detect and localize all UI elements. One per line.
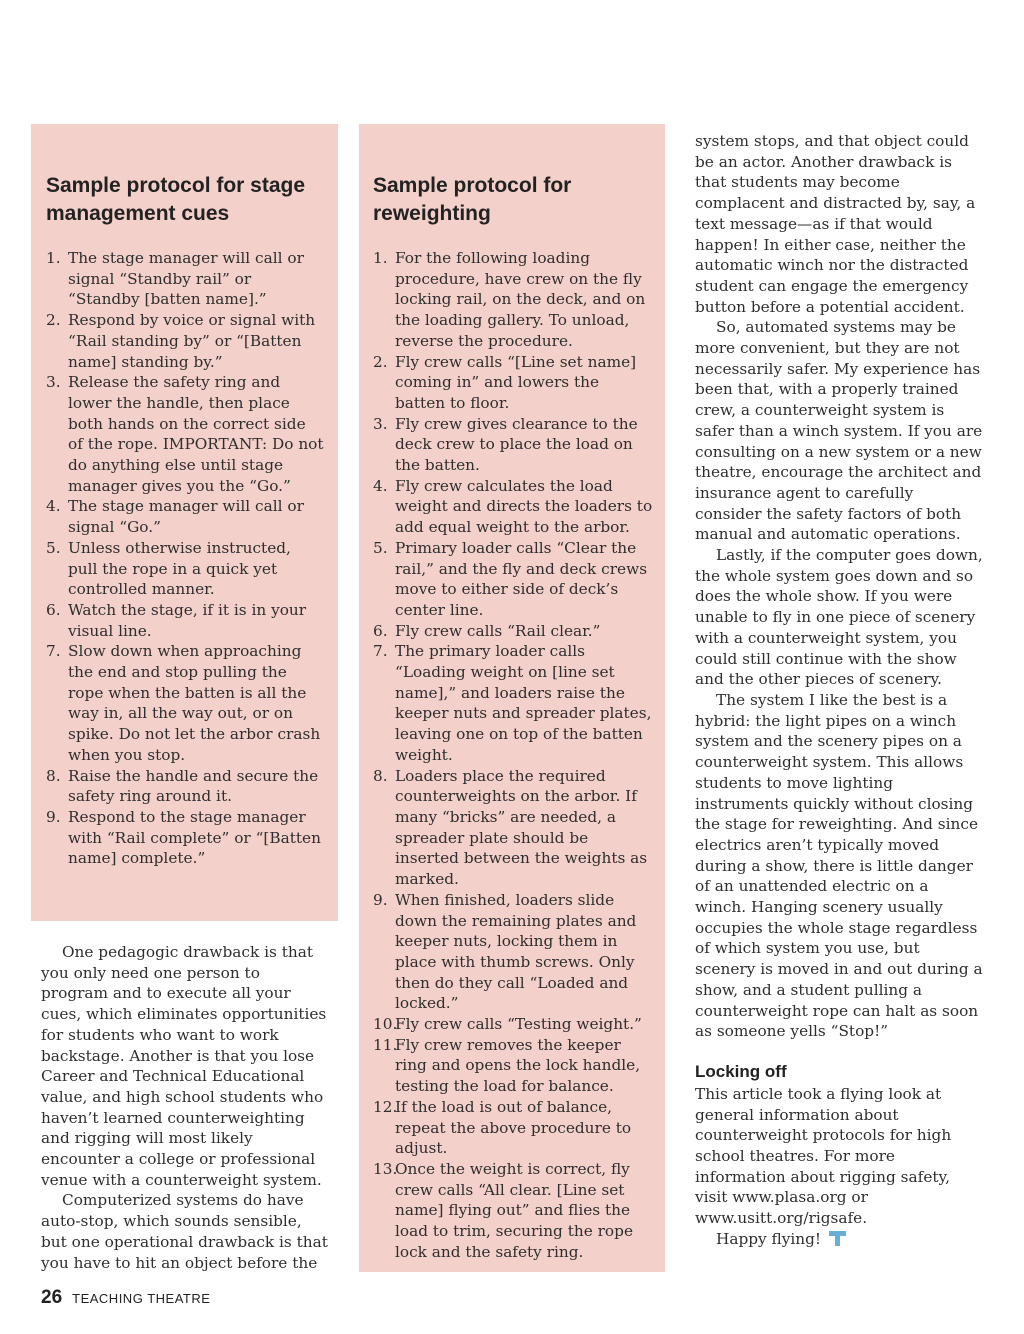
list-item: 1. The stage manager will call or signal “Standby rail” or “Standby [batten name].” bbox=[46, 249, 304, 309]
paragraph: This article took a flying look at general information about counterweight protocols for high school theatres. For more information about rigging safety, visit www.plasa.org or www.usitt.org/rigsafe. bbox=[695, 1084, 952, 1228]
list-item: 7. Slow down when approaching the end and stop pulling the rope when the batten is all the way in, all the way out, or on spike. Do not let the arbor crash when you stop. bbox=[46, 642, 321, 764]
paragraph: One pedagogic drawback is that you only need one person to program and to execute all your cues, which eliminates opportunities for students who want to work backstage. Another is that you lose Career and Technical Educational value, and high school students who haven’t learned counterweighting and rigging will most likely encounter a college or professional venue with a counterweight system. bbox=[41, 943, 327, 1189]
paragraph: So, automated systems may be more convenient, but they are not necessarily safer. My experience has been that, with a properly trained crew, a counterweight system is safer than a winch system. If you are consulting on a new system or a new theatre, encourage the architect and insurance agent to carefully consider the safety factors of both manual and automatic operations. bbox=[695, 318, 983, 544]
closing-paragraph: Happy flying! bbox=[695, 1229, 983, 1250]
list-item: 3. Release the safety ring and lower the handle, then place both hands on the correct side of the rope. IMPORTANT: Do not do anything else until stage manager gives you the “Go.” bbox=[46, 373, 324, 495]
page-number: 26 bbox=[41, 1287, 63, 1308]
list-item: 13. Once the weight is correct, fly crew calls “All clear. [Line set name] flying out” and flies the load to trim, securing the rope lock and the safety ring. bbox=[373, 1159, 633, 1261]
list-item: 9. Respond to the stage manager with “Rail complete” or “[Batten name] complete.” bbox=[46, 807, 321, 868]
list-item: 2. Fly crew calls “[Line set name] coming in” and lowers the batten to floor. bbox=[373, 352, 637, 412]
article-column-right bbox=[695, 131, 983, 1250]
paragraph: Lastly, if the computer goes down, the whole system goes down and so does the whole show. If you were unable to fly in one piece of scenery with a counterweight system, you could still continue with the show and the other pieces of scenery. bbox=[695, 546, 983, 689]
teaching-theatre-logo-icon bbox=[829, 1231, 846, 1246]
protocol-list bbox=[46, 248, 324, 869]
list-item: 4. Fly crew calculates the load weight and directs the loaders to add equal weight to the arbor. bbox=[373, 476, 653, 537]
list-item: 5. Primary loader calls “Clear the rail,” and the fly and deck crews move to either side of deck’s center line. bbox=[373, 538, 648, 619]
page-footer bbox=[41, 1287, 210, 1309]
paragraph: system stops, and that object could be an actor. Another drawback is that students may become complacent and distracted by, say, a text message—as if that would happen! In either case, neither the automatic winch nor the distracted student can engage the emergency button before a potential accident. bbox=[695, 132, 976, 316]
list-item: 6. Watch the stage, if it is in your visual line. bbox=[46, 600, 307, 640]
list-item: 5. Unless otherwise instructed, pull the rope in a quick yet controlled manner. bbox=[46, 538, 291, 599]
list-item: 3. Fly crew gives clearance to the deck crew to place the load on the batten. bbox=[373, 414, 638, 475]
list-item: 8. Loaders place the required counterweights on the arbor. If many “bricks” are needed, a spreader plate should be inserted between the weights as marked. bbox=[373, 766, 648, 889]
article-column-left bbox=[41, 942, 331, 1273]
list-item: 9. When finished, loaders slide down the remaining plates and keeper nuts, locking them in place with thumb screws. Only then do they call “Loaded and locked.” bbox=[373, 890, 637, 1013]
sidebar-stage-management bbox=[31, 124, 338, 921]
list-item: 6. Fly crew calls “Rail clear.” bbox=[373, 621, 601, 640]
sidebar-title: Sample protocol for reweighting bbox=[373, 174, 572, 225]
list-item: 4. The stage manager will call or signal “Go.” bbox=[46, 497, 304, 537]
section-heading: Locking off bbox=[695, 1061, 787, 1081]
paragraph: The system I like the best is a hybrid: the light pipes on a winch system and the scenery pipes on a counterweight system. This allows students to move lighting instruments quickly without closing the stage for reweighting. And since electrics aren’t typically moved during a show, there is little danger of an unattended electric on a winch. Hanging scenery usually occupies the whole stage regardless of which system you use, but scenery is moved in and out during a show, and a student pulling a counterweight rope can halt as soon as someone yells “Stop!” bbox=[695, 690, 983, 1041]
list-item: 10. Fly crew calls “Testing weight.” bbox=[373, 1015, 642, 1034]
list-item: 2. Respond by voice or signal with “Rail standing by” or “[Batten name] standing by.” bbox=[46, 311, 316, 371]
list-item: 12. If the load is out of balance, repeat the above procedure to adjust. bbox=[373, 1097, 632, 1158]
protocol-list bbox=[373, 248, 653, 1262]
sidebar-reweighting bbox=[359, 124, 665, 1272]
publication-name: TEACHING THEATRE bbox=[72, 1291, 211, 1306]
list-item: 7. The primary loader calls “Loading weight on [line set name],” and loaders raise the keeper nuts and spreader plates, leaving one on top of the batten weight. bbox=[373, 642, 652, 764]
list-item: 1. For the following loading procedure, have crew on the fly locking rail, on the deck, and on the loading gallery. To unload, reverse the procedure. bbox=[373, 249, 646, 350]
list-item: 8. Raise the handle and secure the safety ring around it. bbox=[46, 766, 319, 806]
sidebar-title: Sample protocol for stage management cues bbox=[46, 174, 306, 225]
list-item: 11. Fly crew removes the keeper ring and opens the lock handle, testing the load for balance. bbox=[373, 1035, 641, 1096]
paragraph: Computerized systems do have auto-stop, which sounds sensible, but one operational drawback is that you have to hit an object before the bbox=[41, 1191, 328, 1272]
